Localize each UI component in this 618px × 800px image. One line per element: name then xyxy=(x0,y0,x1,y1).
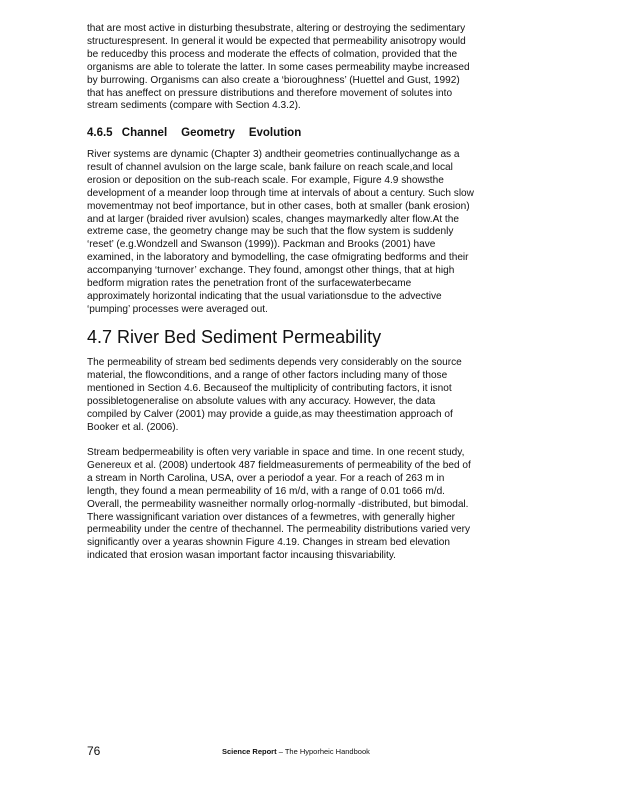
text-line: development of a meander loop through time at intervals of about a century. Such slow xyxy=(87,187,474,199)
text-line: ‘reset’ (e.g.Wondzell and Swanson (1999)). Packman and Brooks (2001) have xyxy=(87,239,436,251)
text-line: a stream in North Carolina, USA, over a periodof a year. For a reach of 263 m in xyxy=(87,472,445,484)
text-line: Genereux et al. (2008) undertook 487 fieldmeasurements of permeability of the bed of xyxy=(87,459,471,471)
text-line: result of channel avulsion on the large scale, bank failure on reach scale,and local xyxy=(87,161,453,173)
text-line: indicated that erosion wasan important factor incausing thisvariability. xyxy=(87,550,396,562)
paragraph-bioturbation xyxy=(87,23,517,113)
section-word: Evolution xyxy=(248,127,302,139)
text-line: compiled by Calver (2001) may provide a guide,as may theestimation approach of xyxy=(87,408,453,420)
text-line: accompanying ‘turnover’ exchange. They found, amongst other things, that at high xyxy=(87,265,455,277)
text-line: length, they found a mean permeability of 16 m/d, with a range of 0.01 to66 m/d. xyxy=(87,485,445,497)
text-line: bedform migration rates the penetration front of the surfacewaterbecame xyxy=(87,278,412,290)
text-line: permeability under the centre of thechannel. The permeability distributions varied very xyxy=(87,524,471,536)
text-line: River systems are dynamic (Chapter 3) andtheir geometries continuallychange as a xyxy=(87,149,460,160)
text-line: material, the flowconditions, and a range of other factors including many of those xyxy=(87,369,448,381)
paragraph-permeability-study xyxy=(87,447,517,563)
text-line: significantly over a yearas shownin Figure 4.19. Changes in stream bed elevation xyxy=(87,537,451,549)
text-line: that has aneffect on pressure distributions and therefore movement of solutes into xyxy=(87,87,453,99)
text-line: and at larger (braided river avulsion) scales, changes maymarkedly alter flow.At the xyxy=(87,213,459,225)
text-line: There wassignificant variation over distances of a fewmetres, with generally higher xyxy=(87,511,456,523)
report-title: – The Hyporheic Handbook xyxy=(276,747,370,756)
text-line: Booker et al. (2006). xyxy=(87,421,179,433)
paragraph-permeability-intro xyxy=(87,357,517,434)
text-line: stream sediments (compare with Section 4.3.2). xyxy=(87,100,301,112)
section-number: 4.6.5 xyxy=(87,127,113,139)
section-word: Channel xyxy=(121,127,168,139)
text-line: Stream bedpermeability is often very variable in space and time. In one recent study, xyxy=(87,447,465,458)
text-line: erosion or deposition on the sub-reach scale. For example, Figure 4.9 showsthe xyxy=(87,174,444,186)
text-line: Overall, the permeability wasneither normally orlog-normally -distributed, but bimodal. xyxy=(87,498,469,510)
paragraph-channel-geometry xyxy=(87,149,517,317)
text-line: extreme case, the geometry change may be such that the flow system is suddenly xyxy=(87,226,454,238)
running-footer xyxy=(222,747,370,756)
text-line: The permeability of stream bed sediments depends very considerably on the source xyxy=(87,357,462,368)
text-line: approximately horizontal indicating that the usual variationsdue to the advective xyxy=(87,290,442,302)
text-line: that are most active in disturbing thesubstrate, altering or destroying the sedimentary xyxy=(87,23,466,34)
section-word: Geometry xyxy=(181,127,235,139)
text-line: structurespresent. In general it would be expected that permeability anisotropy would xyxy=(87,35,466,47)
text-line: mentioned in Section 4.6. Becauseof the multiplicity of contributing factors, it isnot xyxy=(87,382,452,394)
text-line: organisms are able to tolerate the latter. In some cases permeability maybe increased xyxy=(87,61,470,73)
text-line: examined, in the laboratory and bymodelling, the case ofmigrating bedforms and their xyxy=(87,252,469,264)
report-label: Science Report xyxy=(222,747,277,756)
page-number: 76 xyxy=(87,744,101,758)
section-heading-4-7: 4.7 River Bed Sediment Permeability xyxy=(87,327,382,347)
text-line: movementmay not beof importance, but in other cases, both at smaller (bank erosion) xyxy=(87,200,470,212)
text-line: by burrowing. Organisms can also create a ‘bioroughness’ (Huettel and Gust, 1992) xyxy=(87,74,460,86)
section-heading-4-6-5 xyxy=(87,127,301,139)
text-line: be reducedby this process and moderate the effects of colmation, provided that the xyxy=(87,48,458,60)
text-line: ‘pumping’ processes were averaged out. xyxy=(87,303,268,315)
text-line: possibletogeneralise on absolute values with any accuracy. However, the data xyxy=(87,395,436,407)
